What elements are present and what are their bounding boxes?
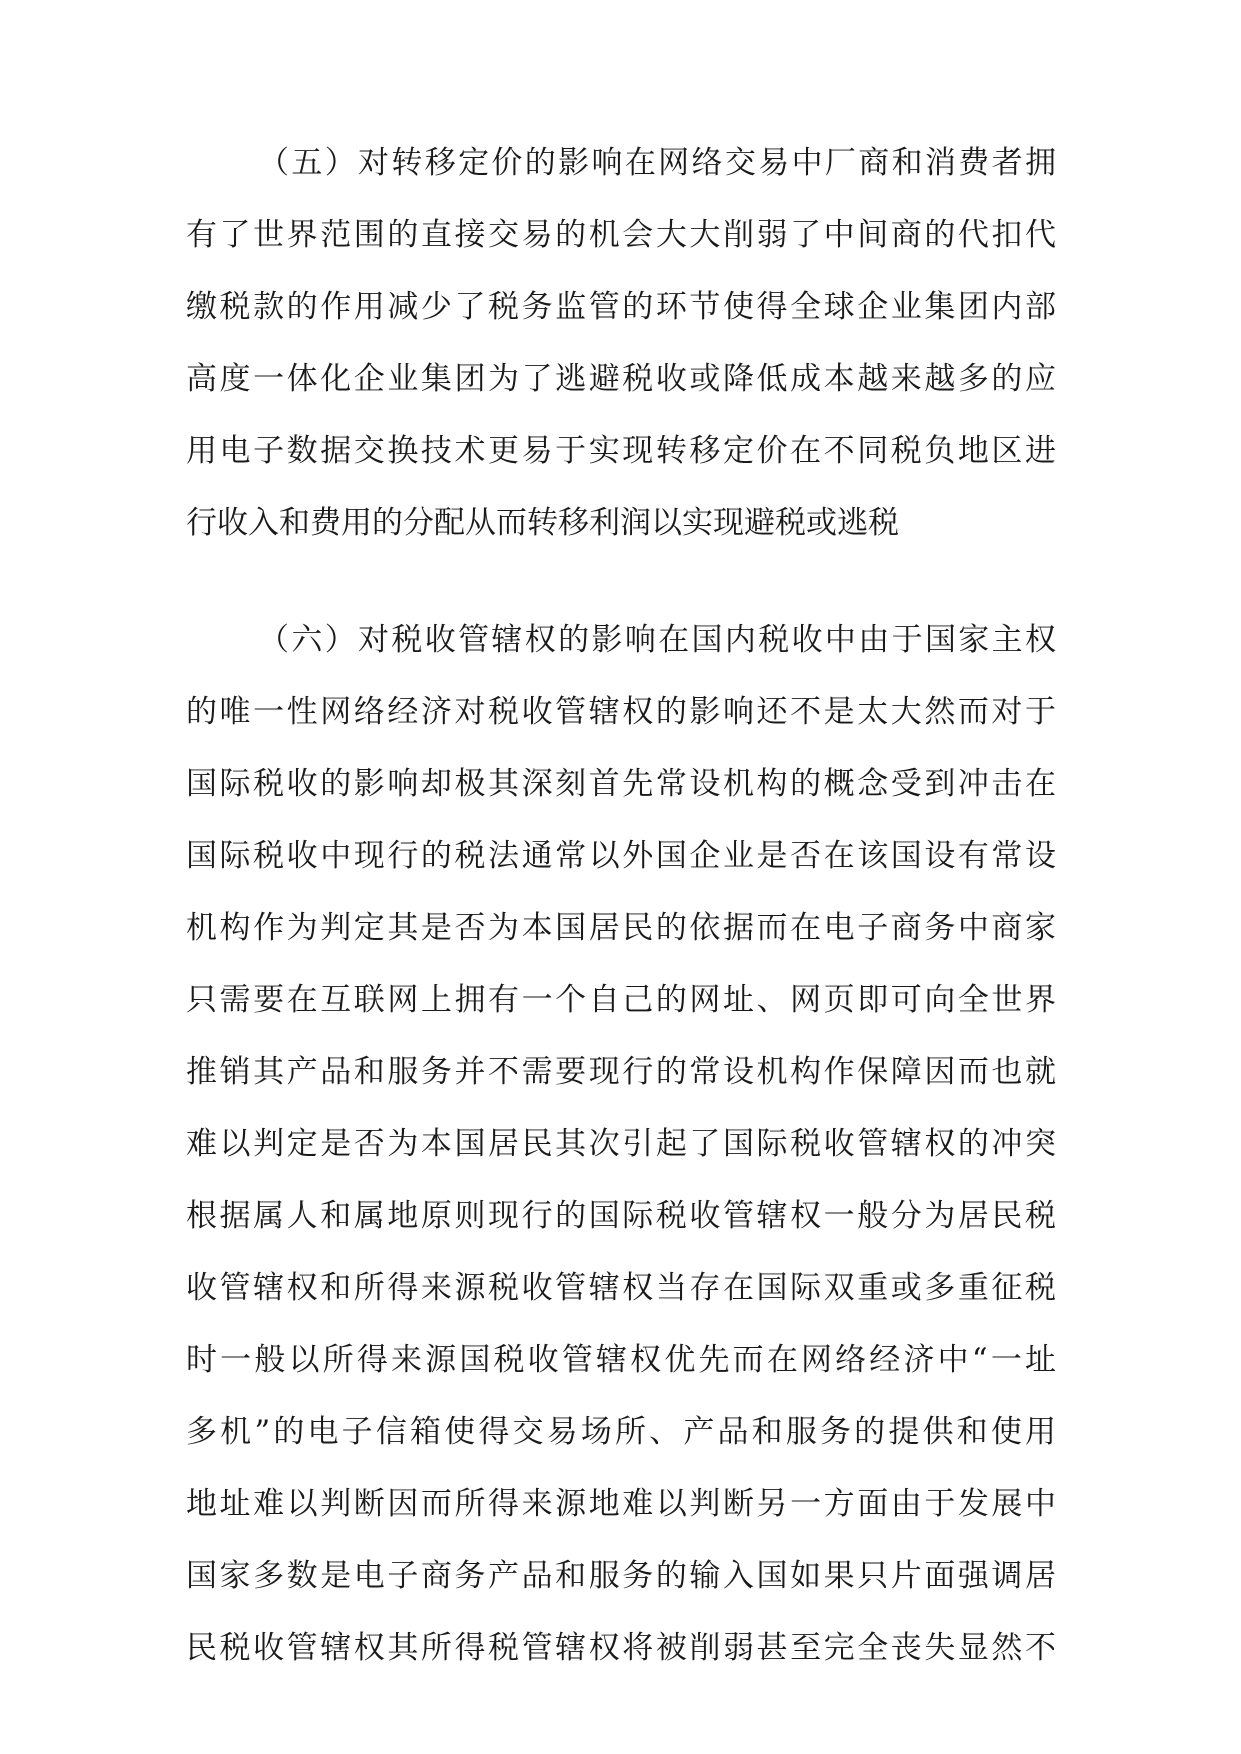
paragraph-line: 国际税收的影响却极其深刻首先常设机构的概念受到冲击在 [186, 766, 1056, 802]
paragraph-line: （六）对税收管辖权的影响在国内税收中由于国家主权 [258, 622, 1056, 658]
paragraph-line: 难以判定是否为本国居民其次引起了国际税收管辖权的冲突 [186, 1126, 1056, 1162]
paragraph-line: 用电子数据交换技术更易于实现转移定价在不同税负地区进 [186, 433, 1056, 469]
paragraph-line: 只需要在互联网上拥有一个自己的网址、网页即可向全世界 [186, 982, 1056, 1018]
paragraph-line: 国家多数是电子商务产品和服务的输入国如果只片面强调居 [186, 1558, 1056, 1594]
paragraph-line: 收管辖权和所得来源税收管辖权当存在国际双重或多重征税 [186, 1270, 1056, 1306]
paragraph-line: 高度一体化企业集团为了逃避税收或降低成本越来越多的应 [186, 361, 1056, 397]
paragraph-transfer-pricing [186, 127, 1056, 559]
paragraph-tax-jurisdiction [186, 604, 1056, 1684]
paragraph-line: 的唯一性网络经济对税收管辖权的影响还不是太大然而对于 [186, 694, 1056, 730]
paragraph-line: 多机”的电子信箱使得交易场所、产品和服务的提供和使用 [186, 1414, 1056, 1450]
paragraph-line: 推销其产品和服务并不需要现行的常设机构作保障因而也就 [186, 1054, 1056, 1090]
paragraph-line: 根据属人和属地原则现行的国际税收管辖权一般分为居民税 [186, 1198, 1056, 1234]
paragraph-line: 时一般以所得来源国税收管辖权优先而在网络经济中“一址 [186, 1342, 1056, 1378]
paragraph-line: （五）对转移定价的影响在网络交易中厂商和消费者拥 [258, 145, 1056, 181]
paragraph-line: 有了世界范围的直接交易的机会大大削弱了中间商的代扣代 [186, 217, 1056, 253]
paragraph-line: 国际税收中现行的税法通常以外国企业是否在该国设有常设 [186, 838, 1056, 874]
paragraph-line: 地址难以判断因而所得来源地难以判断另一方面由于发展中 [186, 1486, 1056, 1522]
paragraph-line: 行收入和费用的分配从而转移利润以实现避税或逃税 [186, 505, 899, 541]
paragraph-line: 机构作为判定其是否为本国居民的依据而在电子商务中商家 [186, 910, 1056, 946]
paragraph-line: 缴税款的作用减少了税务监管的环节使得全球企业集团内部 [186, 289, 1056, 325]
paragraph-line: 民税收管辖权其所得税管辖权将被削弱甚至完全丧失显然不 [186, 1630, 1056, 1666]
